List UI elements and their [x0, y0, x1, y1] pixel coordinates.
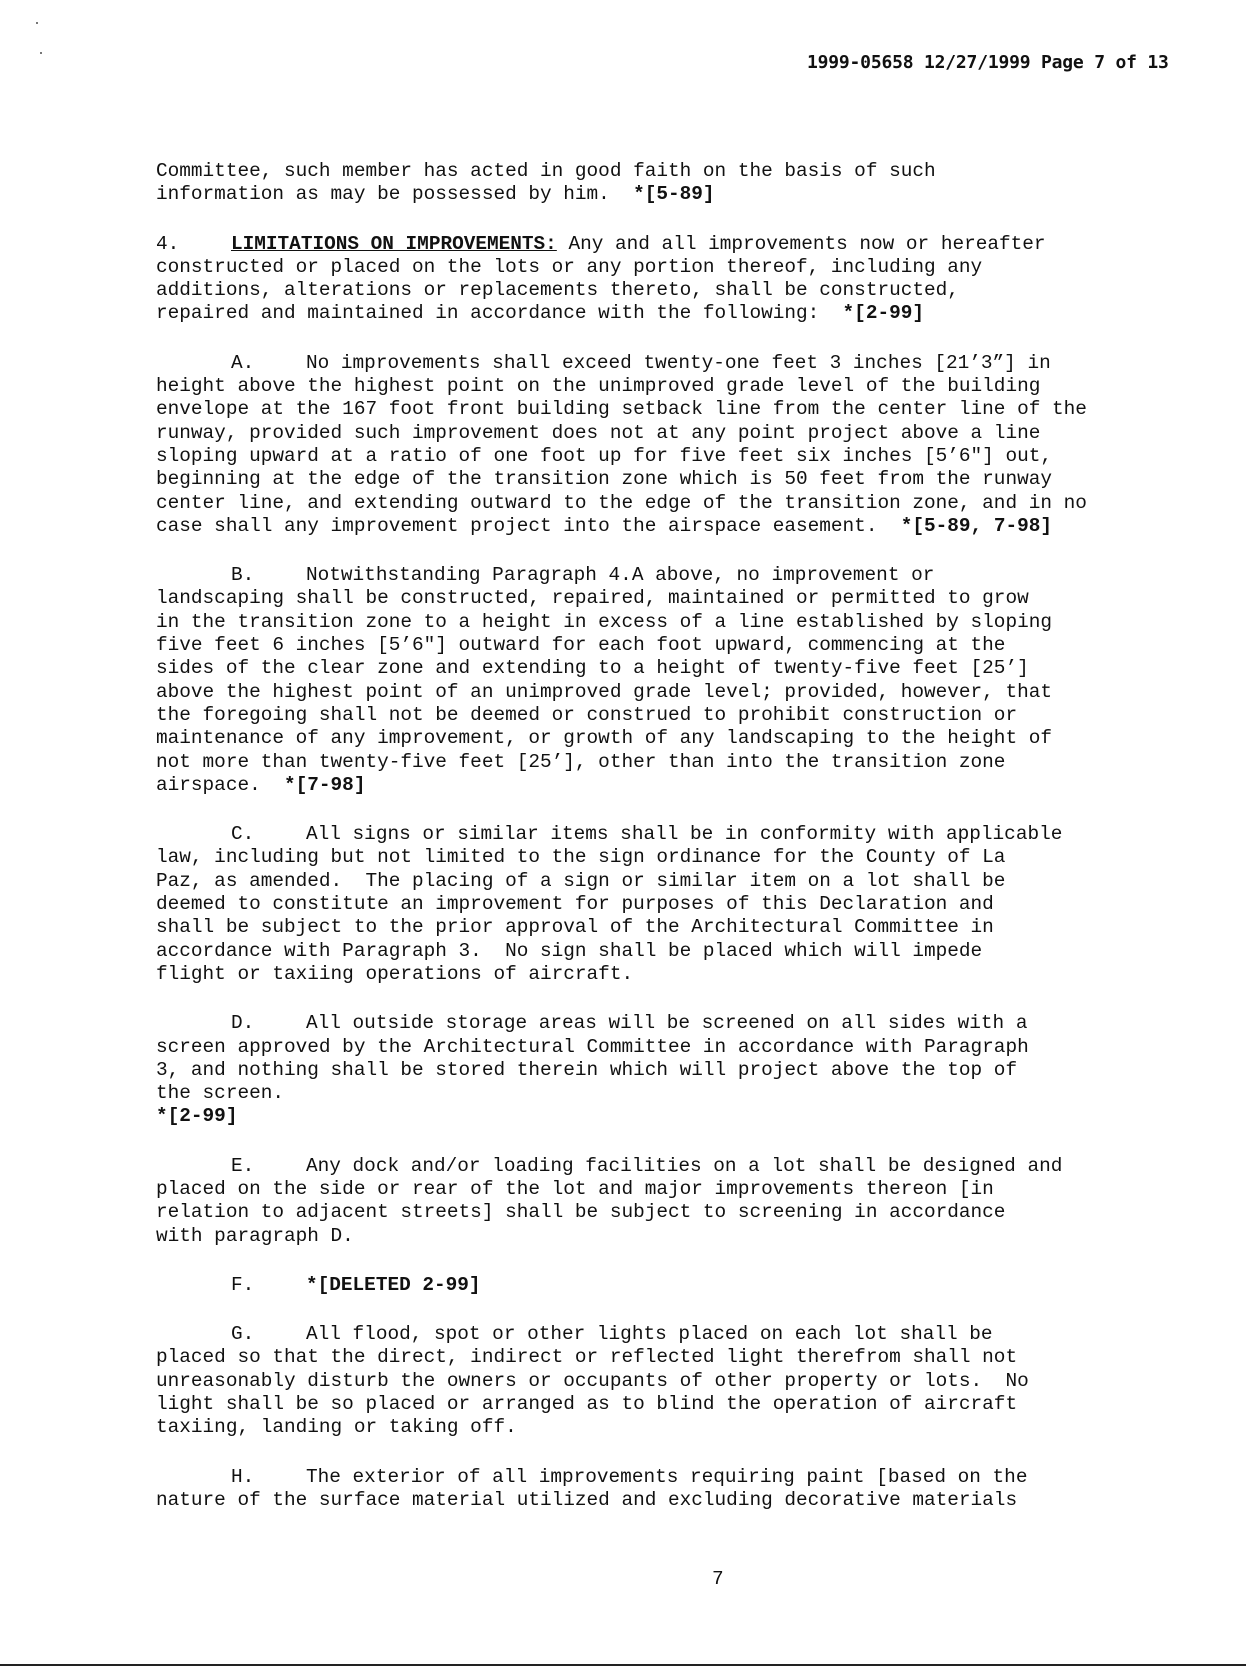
text-line: law, including but not limited to the sign ordinance for the County of La [156, 846, 1006, 869]
section-heading: LIMITATIONS ON IMPROVEMENTS: [231, 232, 557, 255]
text-line: five feet 6 inches [5’6"] outward for each foot upward, commencing at the [156, 634, 1006, 657]
amendment-tag: *[5-89] [633, 183, 715, 206]
text-line: case shall any improvement project into the airspace easement. *[5-89, 7-98] [156, 514, 1053, 537]
paragraph-b [156, 564, 1176, 797]
text-line: screen approved by the Architectural Committee in accordance with Paragraph [156, 1035, 1029, 1058]
text-line: placed on the side or rear of the lot and major improvements thereon [in [156, 1177, 994, 1200]
text-line: D. All outside storage areas will be screened on all sides with a [231, 1012, 1028, 1035]
recording-header: 1999-05658 12/27/1999 Page 7 of 13 [807, 52, 1169, 73]
text-line: constructed or placed on the lots or any portion thereof, including any [156, 255, 983, 278]
document-body [156, 160, 1176, 1512]
page-number: 7 [712, 1568, 724, 1590]
paragraph-a [156, 352, 1176, 538]
text-line: runway, provided such improvement does not at any point project above a line [156, 421, 1041, 444]
item-label: H. [231, 1465, 255, 1488]
text-line: sides of the clear zone and extending to a height of twenty-five feet [25’] [156, 657, 1029, 680]
text-line: deemed to constitute an improvement for purposes of this Declaration and [156, 893, 994, 916]
amendment-tag: *[2-99] [156, 1105, 238, 1128]
text-line: C. All signs or similar items shall be in conformity with applicable [231, 823, 1063, 846]
paragraph-c [156, 823, 1176, 986]
text-line: the screen. [156, 1082, 284, 1105]
text-line: above the highest point of an unimproved grade level; provided, however, that [156, 680, 1052, 703]
text-line: light shall be so placed or arranged as to blind the operation of aircraft [156, 1393, 1018, 1416]
text-line: G. All flood, spot or other lights placed on each lot shall be [231, 1323, 993, 1346]
text-line: envelope at the 167 foot front building setback line from the center line of the [156, 398, 1087, 421]
amendment-tag: *[7-98] [284, 773, 366, 796]
section-number: 4. [156, 232, 180, 255]
paragraph-h [156, 1466, 1176, 1513]
text-line: maintenance of any improvement, or growth of any landscaping to the height of [156, 727, 1052, 750]
paragraph-d [156, 1012, 1176, 1128]
scan-speck [36, 22, 38, 24]
text-line: flight or taxiing operations of aircraft. [156, 962, 634, 985]
text-line: beginning at the edge of the transition zone which is 50 feet from the runway [156, 468, 1052, 491]
paragraph-f [156, 1274, 1176, 1297]
text-line: sloping upward at a ratio of one foot up for five feet six inches [5’6"] out, [156, 444, 1052, 467]
scan-speck [40, 52, 42, 54]
item-label: B. [231, 564, 255, 587]
text-line: information as may be possessed by him. *[5-89] [156, 183, 715, 206]
text-line: taxiing, landing or taking off. [156, 1416, 517, 1439]
text-line: relation to adjacent streets] shall be subject to screening in accordance [156, 1201, 1006, 1224]
text-line: Committee, such member has acted in good faith on the basis of such [156, 160, 936, 182]
text-line: A. No improvements shall exceed twenty-one feet 3 inches [21’3”] in [231, 351, 1051, 374]
amendment-tag: *[2-99] [842, 302, 925, 325]
text-line: Paz, as amended. The placing of a sign or similar item on a lot shall be [156, 869, 1006, 892]
text-line: placed so that the direct, indirect or reflected light therefrom shall not [156, 1346, 1018, 1369]
text-line: B. Notwithstanding Paragraph 4.A above, no improvement or [231, 564, 935, 587]
page-bottom-edge [0, 1664, 1246, 1666]
text-line: unreasonably disturb the owners or occupants of other property or lots. No [156, 1369, 1029, 1392]
text-line: height above the highest point on the unimproved grade level of the building [156, 375, 1041, 398]
paragraph-intro [156, 160, 1176, 207]
amendment-tag: *[5-89, 7-98] [900, 514, 1053, 537]
text-line: center line, and extending outward to the edge of the transition zone, and in no [156, 491, 1087, 514]
text-line: with paragraph D. [156, 1224, 354, 1247]
section-4 [156, 233, 1176, 326]
paragraph-e [156, 1155, 1176, 1248]
text-line: accordance with Paragraph 3. No sign shall be placed which will impede [156, 939, 983, 962]
text-line: E. Any dock and/or loading facilities on a lot shall be designed and [231, 1154, 1063, 1177]
text-line: the foregoing shall not be deemed or construed to prohibit construction or [156, 703, 1018, 726]
item-label: E. [231, 1154, 255, 1177]
text-line: H. The exterior of all improvements requiring paint [based on the [231, 1465, 1028, 1488]
text-line: landscaping shall be constructed, repaired, maintained or permitted to grow [156, 587, 1029, 610]
text-line [156, 1274, 1176, 1297]
text-line: in the transition zone to a height in excess of a line established by sloping [156, 610, 1052, 633]
text-line: 3, and nothing shall be stored therein which will project above the top of [156, 1058, 1018, 1081]
paragraph-g [156, 1323, 1176, 1439]
text-line: repaired and maintained in accordance with the following: *[2-99] [156, 302, 925, 325]
item-label: G. [231, 1323, 255, 1346]
item-label: D. [231, 1012, 255, 1035]
amendment-tag: *[DELETED 2-99] [306, 1273, 481, 1296]
text-line: not more than twenty-five feet [25’], other than into the transition zone [156, 750, 1006, 773]
item-label: F. [231, 1273, 255, 1296]
item-label: A. [231, 351, 255, 374]
text-line: airspace. *[7-98] [156, 773, 366, 796]
text-line: shall be subject to the prior approval of the Architectural Committee in [156, 916, 994, 939]
text-line: 4. LIMITATIONS ON IMPROVEMENTS: Any and all improvements now or hereafter [156, 232, 1046, 255]
text-line: nature of the surface material utilized and excluding decorative materials [156, 1488, 1018, 1511]
text-line: additions, alterations or replacements thereto, shall be constructed, [156, 279, 959, 302]
item-label: C. [231, 823, 255, 846]
